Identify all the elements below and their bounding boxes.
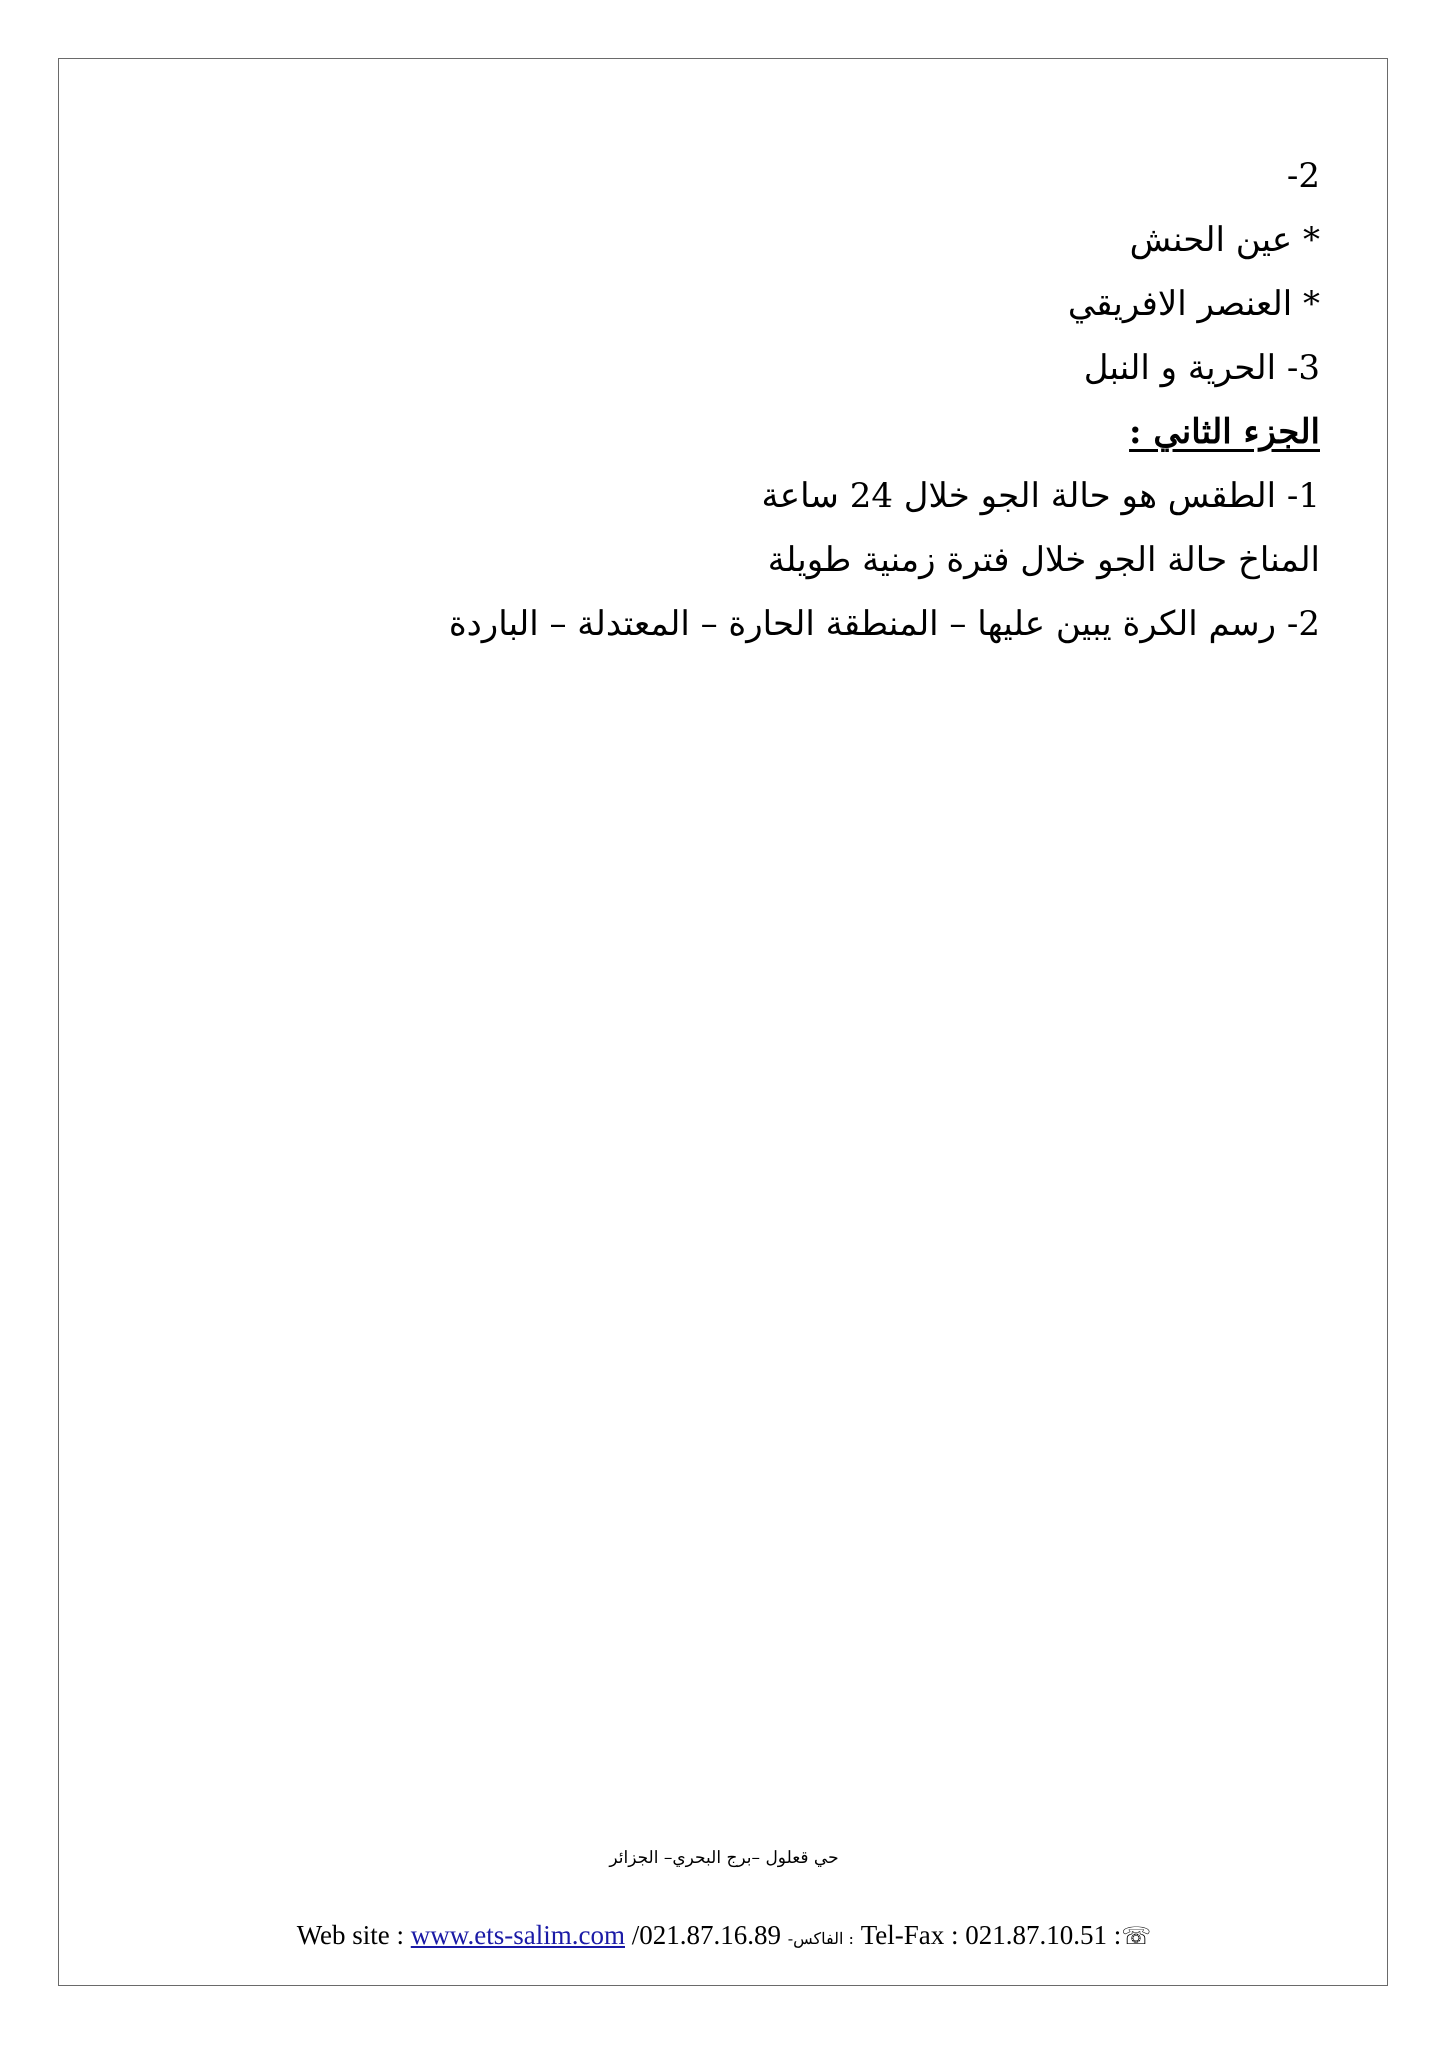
footer-address: حي قعلول –برج البحري– الجزائر [609, 1848, 839, 1868]
phone-icon: ☏ [1121, 1922, 1152, 1950]
answer-line-6: 1- الطقس هو حالة الجو خلال 24 ساعة [761, 476, 1320, 516]
fax-label-arabic: : الفاكس- [787, 1929, 854, 1948]
fax-number: /021.87.16.89 [624, 1920, 788, 1950]
answer-line-4: 3- الحرية و النبل [1083, 348, 1320, 388]
answer-line-8: 2- رسم الكرة يبين عليها – المنطقة الحارة – المعتدلة – الباردة [448, 604, 1320, 644]
answer-line-1: 2- [1286, 156, 1320, 196]
tel-fax-number: Tel-Fax : 021.87.10.51 : [853, 1920, 1122, 1950]
website-label: Web site : [296, 1920, 411, 1950]
website-link[interactable]: www.ets-salim.com [410, 1920, 625, 1950]
answer-line-2: * عين الحنش [1129, 220, 1320, 260]
answer-line-7: المناخ حالة الجو خلال فترة زمنية طويلة [767, 540, 1320, 580]
footer-contact [0, 1920, 1448, 1951]
section-heading-part-two: الجزء الثاني : [1129, 412, 1320, 452]
answer-line-3: * العنصر الافريقي [1067, 284, 1320, 324]
answer-content [220, 144, 1320, 656]
